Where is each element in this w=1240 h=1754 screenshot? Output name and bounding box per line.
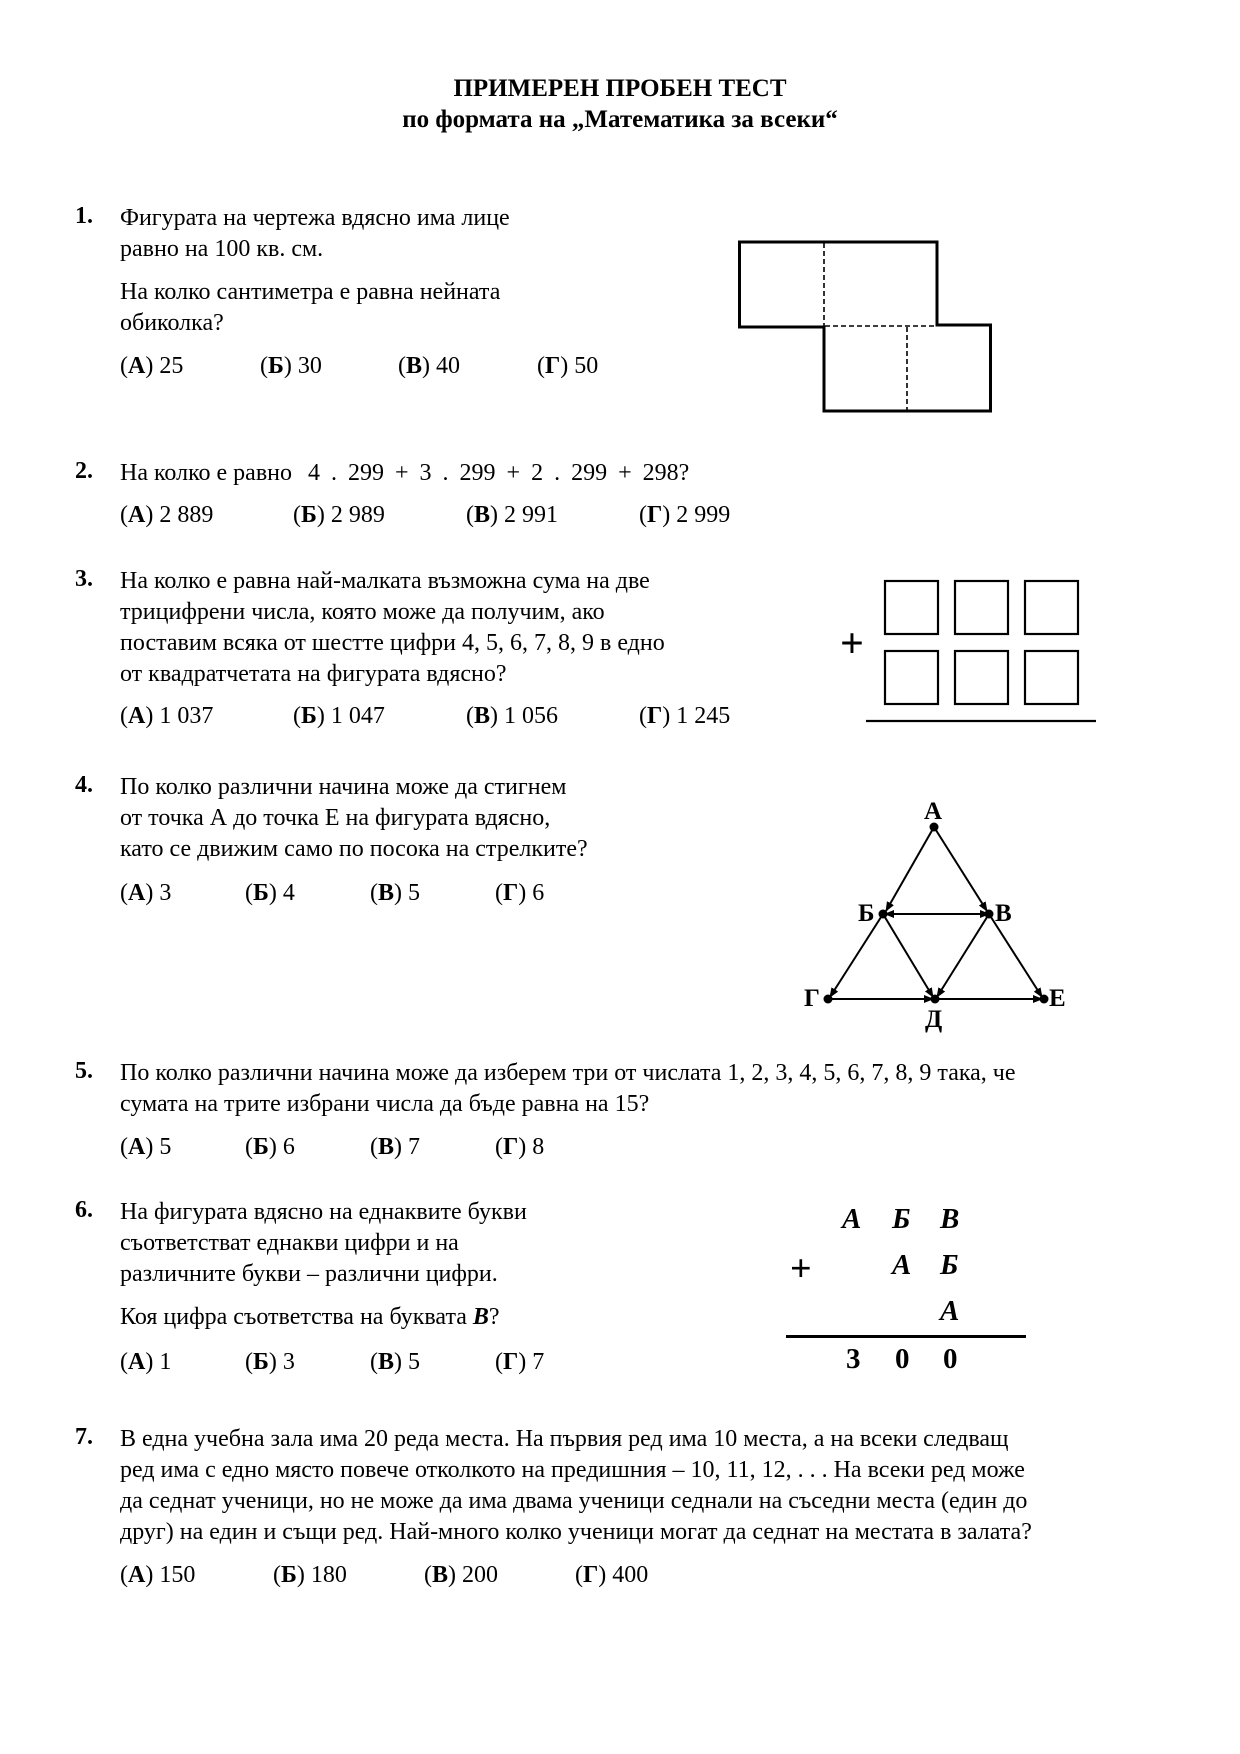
question-1-line-1: Фигурата на чертежа вдясно има лице (120, 205, 510, 231)
label-e: Е (1049, 985, 1066, 1012)
edge (937, 914, 989, 997)
option-g[interactable]: (Г) 400 (575, 1562, 649, 1588)
option-g[interactable]: (Г) 8 (495, 1134, 545, 1160)
result-digit-1: 3 (846, 1343, 861, 1375)
edge (886, 827, 934, 911)
digit-box (1025, 581, 1078, 634)
question-1-text (120, 203, 740, 339)
question-5-options (120, 1134, 720, 1166)
question-7-number: 7. (75, 1424, 93, 1450)
question-2-number: 2. (75, 458, 93, 484)
label-g: Г (804, 985, 820, 1012)
question-7-line-2: ред има с едно място повече отколкото на предишния – 10, 11, 12, . . . На всеки ред може (120, 1457, 1025, 1483)
option-v[interactable]: (В) 1 056 (466, 703, 559, 729)
option-v[interactable]: (В) 5 (370, 880, 421, 906)
option-a[interactable]: (А) 5 (120, 1134, 172, 1160)
option-g[interactable]: (Г) 6 (495, 880, 545, 906)
option-g[interactable]: (Г) 50 (537, 353, 599, 379)
option-v[interactable]: (В) 7 (370, 1134, 421, 1160)
question-4-figure-graph (800, 795, 1080, 1035)
question-4-options (120, 880, 720, 912)
edge (883, 914, 933, 997)
question-3-figure-boxes (840, 570, 1100, 730)
option-a[interactable]: (А) 1 (120, 1349, 172, 1375)
question-6-options (120, 1349, 720, 1381)
question-6-text (120, 1197, 740, 1333)
option-v[interactable]: (В) 40 (398, 353, 461, 379)
question-5-text (120, 1058, 1200, 1120)
plus-sign: + (790, 1248, 812, 1290)
question-6-line-3: различните букви – различни цифри. (120, 1261, 498, 1287)
option-b[interactable]: (Б) 3 (245, 1349, 295, 1375)
edge (934, 827, 987, 911)
question-7-line-4: друг) на един и същи ред. Най-много колко ученици могат да седнат на местата в залата? (120, 1519, 1032, 1545)
question-7-options (120, 1562, 820, 1594)
question-4-line-2: от точка А до точка Е на фигурата вдясно, (120, 805, 551, 831)
result-digit-2: 0 (895, 1343, 910, 1375)
point-g (824, 995, 833, 1004)
option-b[interactable]: (Б) 1 047 (293, 703, 385, 729)
option-a[interactable]: (А) 1 037 (120, 703, 214, 729)
result-digit-3: 0 (943, 1343, 958, 1375)
digit-box (955, 651, 1008, 704)
plus-sign: + (840, 621, 864, 667)
question-2-text (120, 458, 689, 489)
question-1-figure-squares (730, 235, 1000, 417)
option-b[interactable]: (Б) 2 989 (293, 502, 385, 528)
question-3-line-3: поставим всяка от шестте цифри 4, 5, 6, 7, 8, 9 в едно (120, 630, 665, 656)
option-g[interactable]: (Г) 2 999 (639, 502, 731, 528)
question-3-line-4: от квадратчетата на фигурата вдясно? (120, 661, 507, 687)
row2-a: А (892, 1249, 912, 1281)
option-b[interactable]: (Б) 6 (245, 1134, 295, 1160)
question-2-end: ? (678, 460, 690, 486)
question-5-line-2: сумата на трите избрани числа да бъде равна на 15? (120, 1091, 650, 1117)
point-v (985, 910, 994, 919)
option-a[interactable]: (А) 3 (120, 880, 172, 906)
option-v[interactable]: (В) 5 (370, 1349, 421, 1375)
option-a[interactable]: (А) 25 (120, 353, 184, 379)
row3-a: А (940, 1295, 960, 1327)
question-4-text (120, 772, 740, 865)
option-a[interactable]: (А) 150 (120, 1562, 196, 1588)
question-3-number: 3. (75, 566, 93, 592)
question-4-line-1: По колко различни начина може да стигнем (120, 774, 567, 800)
row1-a: А (842, 1203, 862, 1235)
question-3-text (120, 566, 760, 690)
label-v: В (995, 900, 1012, 927)
letter-v: В (472, 1304, 489, 1330)
question-2-options (120, 502, 820, 534)
label-a: А (924, 798, 943, 825)
option-g[interactable]: (Г) 7 (495, 1349, 545, 1375)
point-d (931, 995, 940, 1004)
page-subtitle: по формата на „Математика за всеки“ (402, 106, 838, 133)
question-3-line-1: На колко е равна най-малката възможна сума на две (120, 568, 650, 594)
question-7-text (120, 1424, 1200, 1548)
point-e (1040, 995, 1049, 1004)
question-6-figure-addition (780, 1197, 1040, 1387)
question-6-line-2: съответстват еднакви цифри и на (120, 1230, 459, 1256)
digit-box (885, 581, 938, 634)
question-7-line-3: да седнат ученици, но не може да има двама ученици седнали на съседни места (един до (120, 1488, 1028, 1514)
label-b: Б (858, 900, 875, 927)
question-6-line-4: Коя цифра съответства на буквата В? (120, 1304, 500, 1330)
option-b[interactable]: (Б) 30 (260, 353, 322, 379)
row1-b: Б (892, 1203, 911, 1235)
question-4-line-3: като се движим само по посока на стрелките? (120, 836, 588, 862)
question-5-number: 5. (75, 1058, 93, 1084)
question-6-line-1: На фигурата вдясно на еднаквите букви (120, 1199, 527, 1225)
option-g[interactable]: (Г) 1 245 (639, 703, 731, 729)
option-v[interactable]: (В) 200 (424, 1562, 499, 1588)
question-2-expression: 4 . 299 + 3 . 299 + 2 . 299 + 298 (308, 460, 679, 486)
option-a[interactable]: (А) 2 889 (120, 502, 214, 528)
question-5-line-1: По колко различни начина може да изберем три от числата 1, 2, 3, 4, 5, 6, 7, 8, 9 така, че (120, 1060, 1016, 1086)
option-v[interactable]: (В) 2 991 (466, 502, 559, 528)
option-b[interactable]: (Б) 4 (245, 880, 295, 906)
digit-box (955, 581, 1008, 634)
row1-v: В (940, 1203, 960, 1235)
page-title: ПРИМЕРЕН ПРОБЕН ТЕСТ (453, 75, 787, 102)
question-1-line-2: равно на 100 кв. см. (120, 236, 324, 262)
question-1-number: 1. (75, 203, 93, 229)
question-1-options (120, 353, 720, 385)
question-3-options (120, 703, 820, 735)
digit-box (1025, 651, 1078, 704)
digit-box (885, 651, 938, 704)
label-d: Д (925, 1006, 943, 1033)
question-7-line-1: В една учебна зала има 20 реда места. На първия ред има 10 места, а на всеки следващ (120, 1426, 1009, 1452)
question-6-number: 6. (75, 1197, 93, 1223)
question-1-line-4: обиколка? (120, 310, 224, 336)
question-4-number: 4. (75, 772, 93, 798)
option-b[interactable]: (Б) 180 (273, 1562, 347, 1588)
question-2-lead: На колко е равно (120, 460, 293, 486)
row2-b: Б (940, 1249, 959, 1281)
sum-line (786, 1335, 1026, 1338)
question-1-line-3: На колко сантиметра е равна нейната (120, 279, 501, 305)
point-b (879, 910, 888, 919)
question-3-line-2: трицифрени числа, която може да получим, ако (120, 599, 605, 625)
edge (830, 914, 883, 997)
